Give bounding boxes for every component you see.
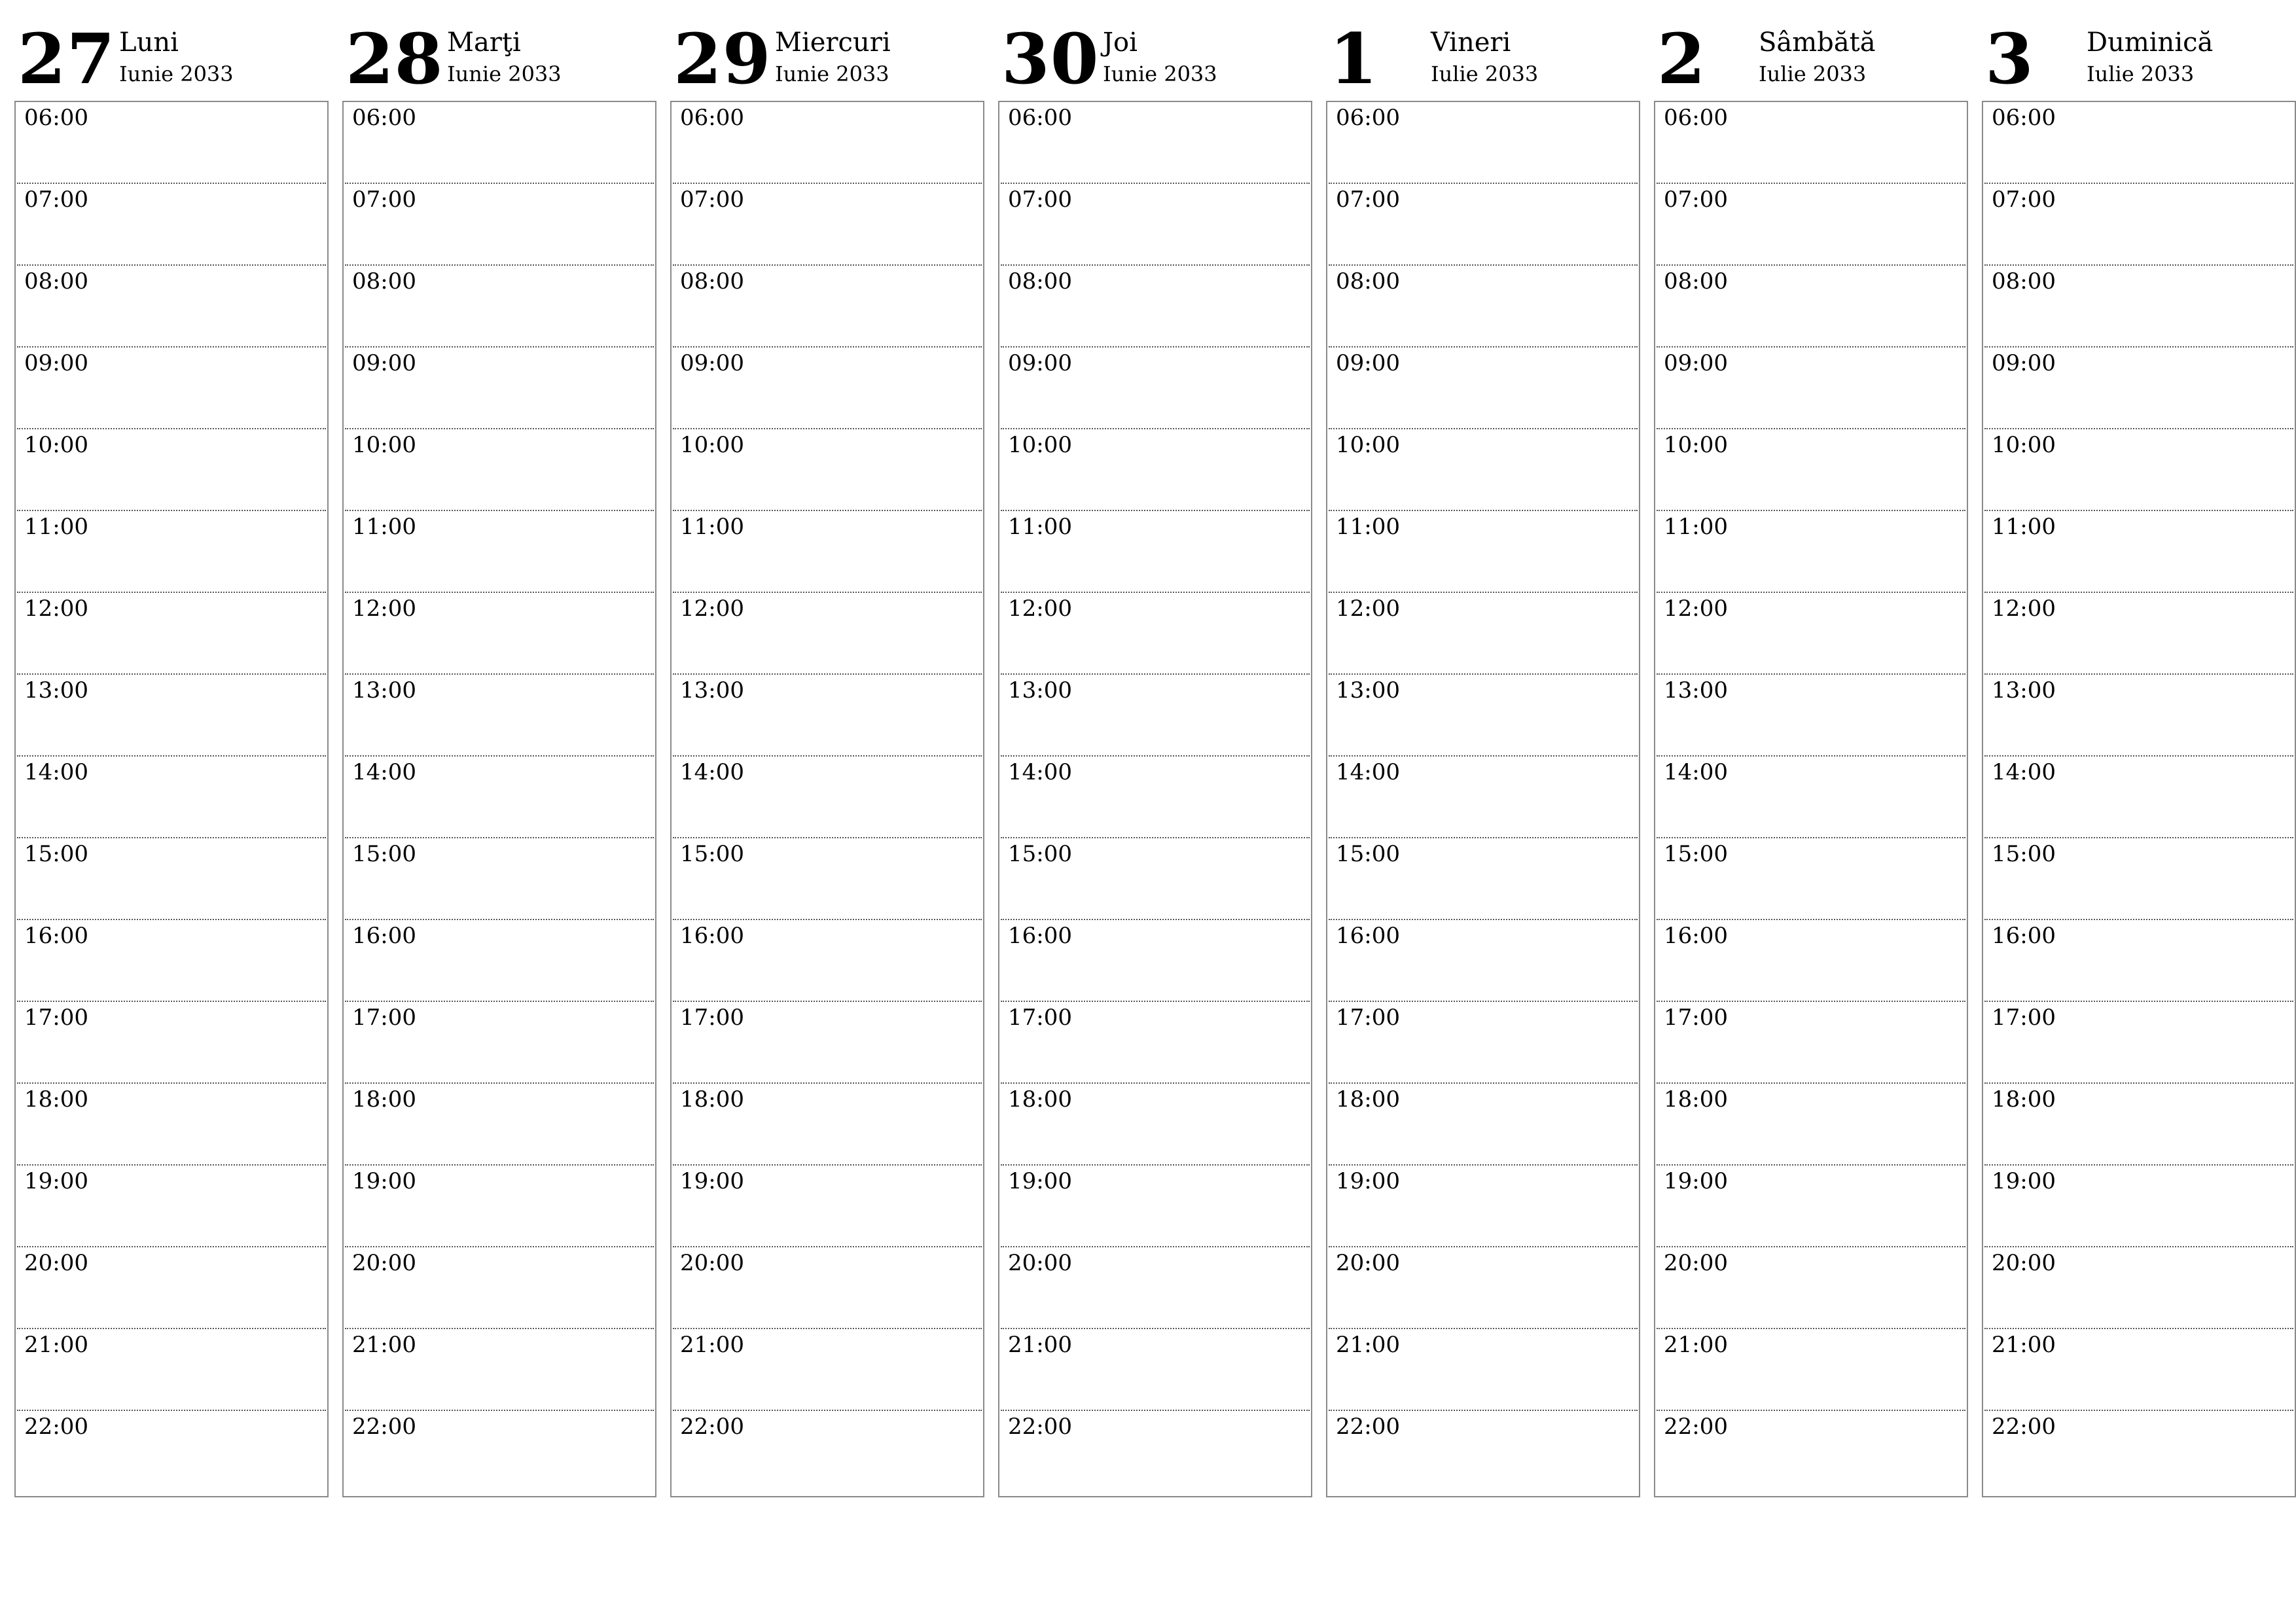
hour-label: 21:00 [1008, 1332, 1072, 1358]
day-schedule-box [1654, 101, 1968, 1497]
hour-slot[interactable] [1657, 838, 1965, 920]
day-header [1982, 20, 2296, 101]
hour-label: 13:00 [24, 677, 88, 704]
hour-label: 21:00 [352, 1332, 416, 1358]
hour-slot[interactable] [673, 429, 982, 511]
hour-label: 13:00 [352, 677, 416, 704]
hour-label: 13:00 [680, 677, 744, 704]
hour-label: 09:00 [352, 350, 416, 376]
hour-slot[interactable] [1001, 511, 1310, 593]
day-name: Sâmbătă [1759, 27, 1876, 58]
hour-slot[interactable] [1657, 348, 1965, 429]
hour-slot[interactable] [345, 429, 654, 511]
hour-label: 17:00 [1336, 1005, 1400, 1031]
day-month: Iunie 2033 [119, 62, 234, 86]
hour-slot[interactable] [1984, 675, 2293, 757]
hour-label: 07:00 [1992, 187, 2056, 213]
hour-slot[interactable] [17, 1411, 326, 1496]
hour-label: 19:00 [1008, 1168, 1072, 1194]
hour-label: 20:00 [352, 1250, 416, 1276]
hour-slot[interactable] [1657, 675, 1965, 757]
hour-slot[interactable] [345, 593, 654, 675]
hour-slot[interactable] [345, 1002, 654, 1084]
hour-label: 08:00 [1336, 268, 1400, 294]
hour-label: 18:00 [1664, 1086, 1728, 1113]
hour-slot[interactable] [1001, 593, 1310, 675]
hour-label: 11:00 [1992, 514, 2056, 540]
hour-label: 07:00 [680, 187, 744, 213]
day-header [670, 20, 984, 101]
hour-slot[interactable] [1657, 1002, 1965, 1084]
hour-label: 16:00 [24, 923, 88, 949]
hour-label: 09:00 [680, 350, 744, 376]
hour-slot[interactable] [673, 593, 982, 675]
day-name: Duminică [2087, 27, 2214, 58]
hour-slot[interactable] [345, 511, 654, 593]
hour-label: 14:00 [24, 759, 88, 785]
hour-label: 09:00 [1664, 350, 1728, 376]
hour-label: 18:00 [1336, 1086, 1400, 1113]
hour-slot[interactable] [1001, 1329, 1310, 1411]
hour-slot[interactable] [1984, 1411, 2293, 1496]
hour-slot[interactable] [1657, 1411, 1965, 1496]
day-number: 30 [1001, 18, 1100, 99]
hour-slot[interactable] [1657, 920, 1965, 1002]
hour-slot[interactable] [17, 184, 326, 266]
hour-label: 07:00 [1336, 187, 1400, 213]
hour-slot[interactable] [673, 838, 982, 920]
hour-label: 18:00 [24, 1086, 88, 1113]
hour-label: 15:00 [24, 841, 88, 867]
hour-slot[interactable] [1657, 102, 1965, 184]
hour-slot[interactable] [1329, 1411, 1638, 1496]
hour-label: 16:00 [352, 923, 416, 949]
hour-slot[interactable] [1657, 184, 1965, 266]
hour-label: 06:00 [24, 105, 88, 131]
hour-label: 08:00 [1008, 268, 1072, 294]
hour-label: 21:00 [24, 1332, 88, 1358]
hour-label: 10:00 [1664, 432, 1728, 458]
hour-slot[interactable] [1984, 266, 2293, 348]
hour-slot[interactable] [1984, 511, 2293, 593]
hour-label: 12:00 [1664, 596, 1728, 622]
hour-slot[interactable] [1984, 429, 2293, 511]
hour-slot[interactable] [345, 1329, 654, 1411]
hour-label: 22:00 [1664, 1414, 1728, 1440]
hour-label: 16:00 [1664, 923, 1728, 949]
hour-slot[interactable] [1657, 266, 1965, 348]
day-number: 2 [1657, 18, 1706, 99]
hour-slot[interactable] [17, 1084, 326, 1166]
hour-slot[interactable] [1329, 1166, 1638, 1247]
day-month: Iulie 2033 [2087, 62, 2195, 86]
day-column-1 [342, 20, 656, 1497]
hour-label: 15:00 [680, 841, 744, 867]
hour-label: 20:00 [24, 1250, 88, 1276]
hour-slot[interactable] [673, 757, 982, 838]
hour-slot[interactable] [17, 348, 326, 429]
hour-label: 14:00 [1992, 759, 2056, 785]
hour-slot[interactable] [1329, 1329, 1638, 1411]
day-schedule-box [1326, 101, 1640, 1497]
hour-label: 10:00 [24, 432, 88, 458]
hour-slot[interactable] [673, 1411, 982, 1496]
hour-slot[interactable] [17, 1166, 326, 1247]
day-month: Iunie 2033 [775, 62, 889, 86]
hour-slot[interactable] [673, 102, 982, 184]
hour-slot[interactable] [345, 1247, 654, 1329]
hour-label: 09:00 [24, 350, 88, 376]
hour-label: 16:00 [680, 923, 744, 949]
hour-slot[interactable] [345, 1411, 654, 1496]
hour-slot[interactable] [673, 1084, 982, 1166]
hour-label: 12:00 [1008, 596, 1072, 622]
hour-label: 15:00 [352, 841, 416, 867]
hour-label: 14:00 [680, 759, 744, 785]
hour-label: 15:00 [1664, 841, 1728, 867]
hour-label: 15:00 [1336, 841, 1400, 867]
hour-slot[interactable] [1001, 1247, 1310, 1329]
hour-slot[interactable] [1984, 1329, 2293, 1411]
hour-slot[interactable] [17, 266, 326, 348]
day-schedule-box [342, 101, 656, 1497]
hour-slot[interactable] [345, 757, 654, 838]
hour-slot[interactable] [1657, 429, 1965, 511]
hour-label: 12:00 [1336, 596, 1400, 622]
hour-label: 18:00 [680, 1086, 744, 1113]
hour-label: 06:00 [1664, 105, 1728, 131]
day-number: 29 [673, 18, 772, 99]
hour-label: 22:00 [1008, 1414, 1072, 1440]
hour-slot[interactable] [1984, 348, 2293, 429]
hour-label: 08:00 [1992, 268, 2056, 294]
weekly-planner [14, 20, 2292, 1497]
hour-label: 17:00 [1992, 1005, 2056, 1031]
day-name: Luni [119, 27, 179, 58]
day-month: Iunie 2033 [447, 62, 562, 86]
hour-slot[interactable] [17, 838, 326, 920]
hour-slot[interactable] [1329, 675, 1638, 757]
hour-label: 20:00 [1008, 1250, 1072, 1276]
day-name: Vineri [1431, 27, 1511, 58]
hour-label: 10:00 [352, 432, 416, 458]
day-column-6 [1982, 20, 2296, 1497]
hour-label: 13:00 [1336, 677, 1400, 704]
hour-label: 10:00 [1008, 432, 1072, 458]
hour-label: 07:00 [1664, 187, 1728, 213]
hour-slot[interactable] [1657, 593, 1965, 675]
hour-label: 20:00 [1664, 1250, 1728, 1276]
hour-label: 11:00 [680, 514, 744, 540]
hour-label: 06:00 [352, 105, 416, 131]
hour-slot[interactable] [673, 920, 982, 1002]
hour-slot[interactable] [1329, 593, 1638, 675]
hour-slot[interactable] [1984, 838, 2293, 920]
hour-slot[interactable] [1984, 593, 2293, 675]
hour-label: 20:00 [1992, 1250, 2056, 1276]
hour-slot[interactable] [345, 838, 654, 920]
hour-slot[interactable] [1001, 266, 1310, 348]
hour-slot[interactable] [1984, 102, 2293, 184]
day-month: Iulie 2033 [1431, 62, 1539, 86]
hour-label: 08:00 [24, 268, 88, 294]
hour-slot[interactable] [673, 1002, 982, 1084]
hour-label: 22:00 [1992, 1414, 2056, 1440]
hour-label: 14:00 [1008, 759, 1072, 785]
hour-label: 14:00 [352, 759, 416, 785]
hour-label: 09:00 [1336, 350, 1400, 376]
hour-label: 19:00 [680, 1168, 744, 1194]
hour-label: 18:00 [1008, 1086, 1072, 1113]
hour-slot[interactable] [1657, 757, 1965, 838]
hour-slot[interactable] [673, 1166, 982, 1247]
hour-slot[interactable] [17, 1002, 326, 1084]
day-header [1326, 20, 1640, 101]
hour-slot[interactable] [17, 675, 326, 757]
hour-label: 15:00 [1992, 841, 2056, 867]
hour-label: 17:00 [352, 1005, 416, 1031]
hour-label: 19:00 [24, 1168, 88, 1194]
hour-label: 08:00 [352, 268, 416, 294]
hour-label: 22:00 [24, 1414, 88, 1440]
hour-slot[interactable] [1329, 920, 1638, 1002]
hour-label: 13:00 [1008, 677, 1072, 704]
hour-label: 08:00 [1664, 268, 1728, 294]
hour-label: 21:00 [1664, 1332, 1728, 1358]
hour-label: 19:00 [1664, 1168, 1728, 1194]
hour-label: 19:00 [1336, 1168, 1400, 1194]
hour-slot[interactable] [1329, 429, 1638, 511]
day-schedule-box [998, 101, 1312, 1497]
hour-slot[interactable] [345, 1084, 654, 1166]
hour-slot[interactable] [17, 1329, 326, 1411]
day-column-5 [1654, 20, 1968, 1497]
hour-label: 22:00 [1336, 1414, 1400, 1440]
hour-slot[interactable] [1657, 1247, 1965, 1329]
hour-label: 11:00 [1336, 514, 1400, 540]
hour-slot[interactable] [17, 429, 326, 511]
day-schedule-box [1982, 101, 2296, 1497]
hour-slot[interactable] [673, 266, 982, 348]
hour-slot[interactable] [1984, 920, 2293, 1002]
hour-label: 06:00 [1992, 105, 2056, 131]
day-schedule-box [670, 101, 984, 1497]
hour-slot[interactable] [1657, 1329, 1965, 1411]
day-column-2 [670, 20, 984, 1497]
hour-label: 11:00 [352, 514, 416, 540]
hour-slot[interactable] [1329, 511, 1638, 593]
day-column-0 [14, 20, 329, 1497]
hour-slot[interactable] [673, 1329, 982, 1411]
hour-label: 09:00 [1008, 350, 1072, 376]
hour-slot[interactable] [1984, 1084, 2293, 1166]
hour-slot[interactable] [345, 184, 654, 266]
hour-label: 21:00 [680, 1332, 744, 1358]
hour-label: 18:00 [352, 1086, 416, 1113]
hour-slot[interactable] [1001, 675, 1310, 757]
hour-slot[interactable] [1329, 102, 1638, 184]
hour-label: 11:00 [1008, 514, 1072, 540]
hour-slot[interactable] [1329, 838, 1638, 920]
hour-slot[interactable] [1329, 1084, 1638, 1166]
hour-slot[interactable] [673, 184, 982, 266]
hour-slot[interactable] [673, 511, 982, 593]
hour-slot[interactable] [345, 675, 654, 757]
day-header [14, 20, 329, 101]
hour-label: 16:00 [1008, 923, 1072, 949]
hour-slot[interactable] [17, 920, 326, 1002]
hour-label: 06:00 [680, 105, 744, 131]
hour-label: 08:00 [680, 268, 744, 294]
hour-slot[interactable] [673, 675, 982, 757]
hour-label: 22:00 [680, 1414, 744, 1440]
hour-slot[interactable] [17, 593, 326, 675]
hour-slot[interactable] [1329, 184, 1638, 266]
hour-slot[interactable] [1001, 1002, 1310, 1084]
hour-slot[interactable] [17, 1247, 326, 1329]
hour-slot[interactable] [1984, 184, 2293, 266]
hour-label: 18:00 [1992, 1086, 2056, 1113]
hour-label: 15:00 [1008, 841, 1072, 867]
hour-label: 10:00 [1336, 432, 1400, 458]
hour-slot[interactable] [1657, 1084, 1965, 1166]
day-name: Miercuri [775, 27, 891, 58]
day-column-4 [1326, 20, 1640, 1497]
hour-slot[interactable] [1001, 348, 1310, 429]
hour-slot[interactable] [1657, 1166, 1965, 1247]
hour-label: 19:00 [1992, 1168, 2056, 1194]
hour-slot[interactable] [17, 102, 326, 184]
hour-slot[interactable] [1329, 1002, 1638, 1084]
hour-slot[interactable] [1984, 1002, 2293, 1084]
hour-slot[interactable] [1001, 184, 1310, 266]
day-header [998, 20, 1312, 101]
hour-label: 12:00 [1992, 596, 2056, 622]
hour-slot[interactable] [673, 1247, 982, 1329]
hour-label: 12:00 [352, 596, 416, 622]
hour-label: 22:00 [352, 1414, 416, 1440]
hour-label: 13:00 [1664, 677, 1728, 704]
day-number: 1 [1329, 18, 1378, 99]
hour-slot[interactable] [345, 102, 654, 184]
hour-slot[interactable] [17, 511, 326, 593]
hour-slot[interactable] [345, 1166, 654, 1247]
hour-label: 16:00 [1336, 923, 1400, 949]
hour-label: 07:00 [352, 187, 416, 213]
day-number: 27 [18, 18, 116, 99]
hour-label: 12:00 [680, 596, 744, 622]
hour-slot[interactable] [1984, 1166, 2293, 1247]
hour-slot[interactable] [1001, 838, 1310, 920]
day-number: 28 [346, 18, 444, 99]
hour-label: 14:00 [1336, 759, 1400, 785]
hour-label: 06:00 [1336, 105, 1400, 131]
hour-slot[interactable] [1329, 757, 1638, 838]
hour-label: 17:00 [1008, 1005, 1072, 1031]
hour-label: 10:00 [1992, 432, 2056, 458]
hour-label: 06:00 [1008, 105, 1072, 131]
hour-slot[interactable] [1329, 266, 1638, 348]
day-header [1654, 20, 1968, 101]
hour-slot[interactable] [673, 348, 982, 429]
hour-label: 10:00 [680, 432, 744, 458]
hour-label: 19:00 [352, 1168, 416, 1194]
day-month: Iunie 2033 [1103, 62, 1217, 86]
day-header [342, 20, 656, 101]
hour-label: 12:00 [24, 596, 88, 622]
day-name: Joi [1103, 27, 1138, 58]
hour-label: 21:00 [1992, 1332, 2056, 1358]
hour-slot[interactable] [1001, 1166, 1310, 1247]
day-column-3 [998, 20, 1312, 1497]
hour-label: 11:00 [1664, 514, 1728, 540]
hour-slot[interactable] [345, 920, 654, 1002]
hour-slot[interactable] [1001, 757, 1310, 838]
hour-label: 17:00 [1664, 1005, 1728, 1031]
hour-slot[interactable] [1001, 920, 1310, 1002]
hour-label: 17:00 [24, 1005, 88, 1031]
hour-label: 07:00 [24, 187, 88, 213]
hour-slot[interactable] [17, 757, 326, 838]
hour-slot[interactable] [1001, 102, 1310, 184]
day-name: Marţi [447, 27, 521, 58]
hour-slot[interactable] [1001, 429, 1310, 511]
hour-slot[interactable] [1329, 1247, 1638, 1329]
hour-slot[interactable] [1001, 1084, 1310, 1166]
hour-label: 20:00 [680, 1250, 744, 1276]
hour-label: 17:00 [680, 1005, 744, 1031]
hour-slot[interactable] [345, 266, 654, 348]
hour-slot[interactable] [1984, 757, 2293, 838]
hour-label: 20:00 [1336, 1250, 1400, 1276]
hour-slot[interactable] [1001, 1411, 1310, 1496]
hour-label: 21:00 [1336, 1332, 1400, 1358]
day-month: Iulie 2033 [1759, 62, 1867, 86]
hour-label: 16:00 [1992, 923, 2056, 949]
day-number: 3 [1985, 18, 2034, 99]
day-schedule-box [14, 101, 329, 1497]
hour-label: 11:00 [24, 514, 88, 540]
hour-label: 14:00 [1664, 759, 1728, 785]
hour-slot[interactable] [1329, 348, 1638, 429]
hour-label: 09:00 [1992, 350, 2056, 376]
hour-label: 07:00 [1008, 187, 1072, 213]
hour-slot[interactable] [1984, 1247, 2293, 1329]
hour-label: 13:00 [1992, 677, 2056, 704]
hour-slot[interactable] [345, 348, 654, 429]
hour-slot[interactable] [1657, 511, 1965, 593]
